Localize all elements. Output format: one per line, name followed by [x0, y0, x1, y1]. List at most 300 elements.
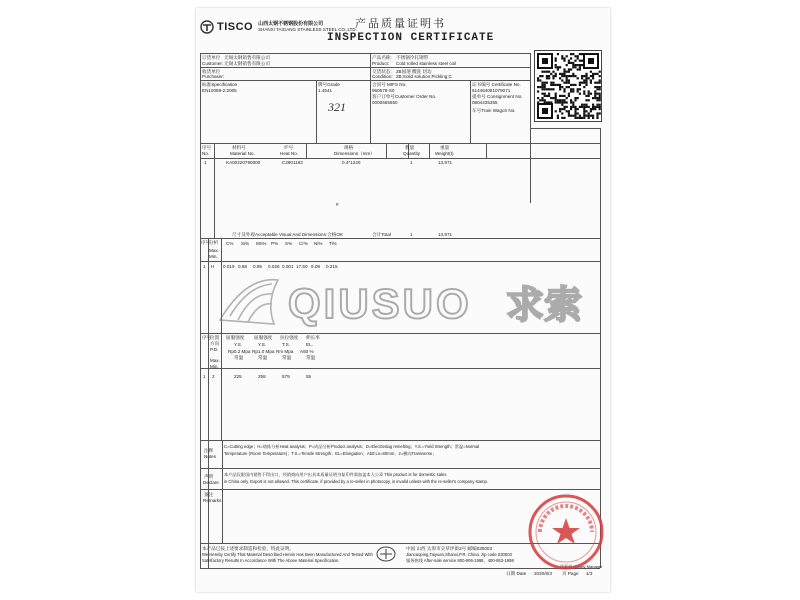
footer-cert-cn: 本产品已按上述要求制造和检验，特此证明。 — [202, 546, 294, 551]
qr-module — [566, 82, 568, 84]
qr-module — [594, 97, 596, 99]
qr-module — [594, 93, 596, 95]
qr-module — [568, 62, 570, 64]
qr-module — [561, 55, 563, 57]
qr-module — [599, 112, 601, 114]
chem-element-header: Mn% — [256, 241, 267, 246]
chem-no-label: 序号 — [201, 240, 211, 245]
qr-module — [568, 68, 570, 70]
qr-module — [583, 90, 585, 92]
footer-page-label: 页 Page — [562, 571, 579, 576]
footer-qm: 质量部 Quality Manager — [560, 564, 603, 569]
qr-module — [579, 106, 581, 108]
qr-module — [572, 88, 574, 90]
qr-module — [537, 77, 539, 79]
qr-module — [588, 117, 590, 119]
item-h-no-en: No. — [202, 151, 210, 156]
qr-module — [588, 77, 590, 79]
order-label: 客户订单号Customer Order No. — [372, 94, 437, 99]
mech-value: 579 — [282, 374, 290, 379]
qr-module — [570, 88, 572, 90]
qr-module — [592, 117, 594, 119]
qr-module — [579, 84, 581, 86]
item-h-heat-en: Heat No. — [280, 151, 299, 156]
qr-module — [568, 110, 570, 112]
mech-max: Max. — [210, 358, 220, 363]
notes-line2: Temperature (Room Temperature)；T.S.=Tensile Strength；EL=Elongation；A50:Lo=80mm；2=横向Transverse； — [224, 451, 437, 456]
item-row-qty: 1 — [410, 160, 413, 165]
qr-module — [568, 112, 570, 114]
qr-module — [548, 77, 550, 79]
qr-module — [574, 108, 576, 110]
qr-module — [570, 108, 572, 110]
qr-module — [583, 115, 585, 117]
qr-module — [579, 82, 581, 84]
logo-company-en: SHANXI TAIGANG STAINLESS STEEL CO.,LTD. — [258, 27, 357, 32]
qr-module — [568, 79, 570, 81]
qr-module — [570, 62, 572, 64]
qr-module — [596, 112, 598, 114]
qr-module — [599, 106, 601, 108]
purchaser-label: Purchaser: — [202, 74, 225, 79]
notes-label-cn: 注释 — [204, 448, 214, 453]
qr-module — [585, 77, 587, 79]
qr-module — [572, 66, 574, 68]
qr-module — [539, 75, 541, 77]
notes-label-en: Notes — [204, 454, 217, 459]
qr-module — [585, 75, 587, 77]
qr-module — [561, 108, 563, 110]
condition-label: 交货状态: — [372, 69, 392, 74]
qr-module — [599, 95, 601, 97]
qr-module — [592, 75, 594, 77]
qr-module — [541, 82, 543, 84]
qr-module — [559, 77, 561, 79]
qr-module — [572, 84, 574, 86]
qr-module — [581, 75, 583, 77]
qr-module — [585, 110, 587, 112]
item-row-material: KA00220790000 — [226, 160, 261, 165]
total-label: 合计Total — [372, 232, 391, 237]
chem-element-header: S% — [285, 241, 293, 246]
item-row-no: 1 — [204, 160, 207, 165]
total-weight: 13.971 — [438, 232, 453, 237]
qr-module — [572, 53, 574, 55]
item-h-weight: 重量 — [440, 145, 450, 150]
qr-module — [588, 90, 590, 92]
qr-module — [583, 104, 585, 106]
qr-module — [568, 60, 570, 62]
item-h-dim: 规格 — [344, 145, 354, 150]
qr-module — [555, 64, 557, 66]
qr-module — [579, 115, 581, 117]
qr-module — [585, 79, 587, 81]
chem-value: 0.68 — [238, 264, 247, 269]
qr-module — [570, 68, 572, 70]
qr-module — [577, 64, 579, 66]
qr-module — [557, 99, 559, 101]
certification-mark-icon — [376, 546, 396, 562]
qr-module — [544, 95, 546, 97]
logo-brand: TISCO — [217, 21, 254, 33]
qr-module — [572, 115, 574, 117]
qr-module — [596, 115, 598, 117]
footer-date-label: 日期 Date — [506, 571, 527, 576]
qr-module — [599, 86, 601, 88]
qr-module — [585, 95, 587, 97]
qr-module — [583, 86, 585, 88]
mech-value: 225 — [234, 374, 242, 379]
qr-module — [566, 64, 568, 66]
qr-module — [566, 106, 568, 108]
qr-module — [537, 79, 539, 81]
qr-module — [568, 75, 570, 77]
qr-module — [561, 101, 563, 103]
contract-label: 合同号 MIFS No. — [372, 82, 407, 87]
mech-h-pos: 位置 — [210, 335, 220, 340]
qr-module — [579, 68, 581, 70]
chem-value: 17.50 — [296, 264, 308, 269]
qr-module — [561, 79, 563, 81]
grade-handwritten: 321 — [328, 100, 346, 114]
chem-min: Min. — [209, 254, 218, 259]
mech-sub2: Rm Mpa — [276, 349, 294, 354]
mech-sub3: 常温 — [282, 355, 292, 360]
mech-sub3: 常温 — [258, 355, 268, 360]
declare-label-cn: 声明 — [204, 474, 214, 479]
qr-module — [563, 88, 565, 90]
qr-module — [557, 53, 559, 55]
qr-module — [574, 117, 576, 119]
mech-min: Min. — [210, 364, 219, 369]
qr-module — [559, 110, 561, 112]
item-h-weight-en: Weight(t) — [435, 151, 454, 156]
qr-module — [583, 79, 585, 81]
qr-module — [541, 93, 543, 95]
mech-h-pd: P.D. — [210, 347, 219, 352]
qr-module — [561, 112, 563, 114]
qr-module — [583, 112, 585, 114]
qr-module — [583, 106, 585, 108]
contract-value: 960578-S0 — [372, 88, 395, 93]
qr-module — [555, 84, 557, 86]
customer-label: Customer: — [202, 61, 224, 66]
company-seal-stamp — [526, 492, 606, 572]
qr-module — [570, 75, 572, 77]
qr-module — [550, 82, 552, 84]
qr-module — [559, 108, 561, 110]
chem-element-header: Si% — [241, 241, 250, 246]
qr-module — [572, 106, 574, 108]
qr-module — [541, 84, 543, 86]
qr-module — [544, 86, 546, 88]
qr-module — [579, 66, 581, 68]
grade-value: 1.4541 — [318, 88, 333, 93]
qr-module — [579, 88, 581, 90]
footer-cert-en2: Satisfactory Results In Accordance With The Above Material Specification. — [202, 558, 340, 563]
qr-module — [590, 71, 592, 73]
footer-cert-en1: We Hereby Certify That Material Described Herein Has Been Manufactured And Tested With — [202, 552, 373, 557]
qr-module — [588, 106, 590, 108]
qr-module — [579, 64, 581, 66]
qr-module — [594, 86, 596, 88]
mech-h-el: 伸长率 — [306, 335, 320, 340]
qr-module — [570, 99, 572, 101]
qr-module — [599, 71, 601, 73]
qr-module — [592, 104, 594, 106]
qr-module — [579, 117, 581, 119]
qr-module — [563, 57, 565, 59]
qr-module — [577, 97, 579, 99]
qr-module — [555, 110, 557, 112]
qr-module — [552, 88, 554, 90]
condition-en-value: 2B;Solid solution;Pickling;C — [396, 74, 452, 79]
watermark-shell-icon — [220, 280, 278, 324]
item-row-dim: 0.4*1240 — [342, 160, 361, 165]
qr-module — [574, 75, 576, 77]
mech-h-ys2: 屈服强度 — [254, 335, 273, 340]
qr-module — [568, 86, 570, 88]
chem-element-header: Ni% — [314, 241, 323, 246]
qr-module — [581, 53, 583, 55]
qr-module — [588, 99, 590, 101]
qr-module — [577, 88, 579, 90]
qr-module — [577, 117, 579, 119]
qr-module — [594, 82, 596, 84]
chem-label: 分析 — [209, 240, 219, 245]
qr-module — [568, 95, 570, 97]
qr-module — [574, 55, 576, 57]
item-h-heat: 炉号 — [284, 145, 294, 150]
qr-module — [572, 62, 574, 64]
qr-module — [596, 88, 598, 90]
qr-module — [583, 110, 585, 112]
qr-module — [596, 117, 598, 119]
qr-module — [596, 104, 598, 106]
qr-module — [557, 68, 559, 70]
item-h-material-en: Material No. — [230, 151, 255, 156]
qr-module — [599, 97, 601, 99]
qr-module — [546, 77, 548, 79]
qr-code — [534, 50, 602, 122]
qr-module — [548, 93, 550, 95]
qr-module — [563, 71, 565, 73]
qr-module — [557, 84, 559, 86]
mech-sub1: Y.S. — [234, 342, 243, 347]
qr-module — [574, 106, 576, 108]
remarks-label-cn: 备注 — [204, 492, 214, 497]
qr-module — [563, 68, 565, 70]
qr-module — [546, 95, 548, 97]
qr-module — [555, 57, 557, 59]
qr-module — [541, 88, 543, 90]
footer-page-value: 1/3 — [586, 571, 593, 576]
item-row-weight: 13.971 — [438, 160, 453, 165]
qr-module — [570, 90, 572, 92]
wagon-label: 车号Train Wagon No. — [472, 108, 516, 113]
qr-module — [563, 95, 565, 97]
qr-module — [596, 93, 598, 95]
logo-company-cn: 山西太钢不锈钢股份有限公司 — [258, 21, 324, 27]
item-mark: # — [336, 202, 339, 207]
qr-module — [581, 77, 583, 79]
qr-module — [541, 97, 543, 99]
qr-module — [548, 95, 550, 97]
item-h-material: 材料号 — [232, 145, 246, 150]
mech-h-dir: 方向 — [210, 341, 220, 346]
footer-date-value: 2020/6/3 — [534, 571, 552, 576]
qr-module — [546, 71, 548, 73]
qr-module — [552, 77, 554, 79]
qr-module — [552, 71, 554, 73]
qr-module — [599, 93, 601, 95]
chem-element-header: P% — [271, 241, 279, 246]
qr-module — [581, 106, 583, 108]
qr-module — [568, 93, 570, 95]
qr-module — [577, 77, 579, 79]
chem-value: 9.09 — [311, 264, 320, 269]
mech-sub1: T.S. — [282, 342, 290, 347]
mech-sub2: Rp0.2 Mpa — [228, 349, 251, 354]
qr-module — [555, 93, 557, 95]
receiver-label: 收货单位 — [202, 69, 221, 74]
qr-module — [596, 99, 598, 101]
qr-module — [559, 73, 561, 75]
qr-module — [555, 95, 557, 97]
qr-module — [585, 104, 587, 106]
qr-module — [555, 66, 557, 68]
qr-module — [581, 60, 583, 62]
qr-module — [596, 82, 598, 84]
chem-value: 0.215 — [326, 264, 338, 269]
qr-module — [572, 104, 574, 106]
qr-module — [583, 117, 585, 119]
footer-addr2: Jiancaoping,Taiyuan,Shanxi,P.R. China. zip code 030003 — [406, 552, 512, 557]
qr-module — [599, 104, 601, 106]
title-en: INSPECTION CERTIFICATE — [327, 32, 495, 44]
qr-module — [544, 99, 546, 101]
qr-module — [546, 75, 548, 77]
orderer-value: 无锡太钢销售有限公司 — [224, 55, 270, 60]
mech-sub2: A50 % — [300, 349, 314, 354]
qr-module — [594, 106, 596, 108]
mech-h-ys: 屈服强度 — [226, 335, 245, 340]
qr-module — [559, 86, 561, 88]
qr-module — [590, 110, 592, 112]
qr-module — [552, 75, 554, 77]
qr-module — [566, 55, 568, 57]
qr-module — [581, 104, 583, 106]
qr-module — [550, 88, 552, 90]
qr-module — [574, 60, 576, 62]
qr-module — [577, 112, 579, 114]
spec-label: 标准Specification — [202, 82, 238, 87]
qr-module — [561, 117, 563, 119]
qr-module — [539, 79, 541, 81]
chem-element-header: Cr% — [299, 241, 308, 246]
qr-module — [568, 82, 570, 84]
qr-module — [590, 79, 592, 81]
qr-module — [552, 84, 554, 86]
tisco-logo-icon — [200, 20, 214, 34]
qr-module — [574, 84, 576, 86]
qr-module — [574, 64, 576, 66]
qr-module — [561, 104, 563, 106]
qr-module — [563, 73, 565, 75]
qr-module — [572, 73, 574, 75]
qr-module — [557, 115, 559, 117]
qr-module — [555, 73, 557, 75]
qiusuo-watermark — [216, 272, 592, 332]
qr-module — [561, 99, 563, 101]
qr-module — [550, 73, 552, 75]
chem-row-no: 1 — [203, 264, 206, 269]
chem-value: 0.028 — [268, 264, 280, 269]
qr-module — [577, 68, 579, 70]
qr-module — [588, 115, 590, 117]
qr-module — [539, 86, 541, 88]
qr-module — [559, 84, 561, 86]
qr-module — [599, 108, 601, 110]
chem-element-header: C% — [226, 241, 234, 246]
product-en-value: Cold rolled stainless steel coil — [396, 61, 457, 66]
product-label: 产品名称: — [372, 55, 392, 60]
qr-module — [583, 82, 585, 84]
mech-h-no: 序号 — [202, 335, 212, 340]
qr-module — [566, 71, 568, 73]
qr-module — [592, 108, 594, 110]
total-qty: 1 — [410, 232, 413, 237]
qr-module — [544, 82, 546, 84]
mech-value: 55 — [306, 374, 312, 379]
watermark-cn: 求索 — [506, 283, 583, 327]
footer-addr3: 服务热线 After-sale service 800-906-1998，400-653-1998 — [406, 558, 514, 563]
qr-module — [559, 95, 561, 97]
qr-module — [559, 101, 561, 103]
qr-module — [563, 108, 565, 110]
qr-module — [574, 110, 576, 112]
qr-module — [541, 71, 543, 73]
qr-module — [596, 97, 598, 99]
spec-value: EN10088-2:2005 — [202, 88, 237, 93]
qr-module — [592, 106, 594, 108]
qr-module — [555, 99, 557, 101]
qr-module — [579, 60, 581, 62]
declare-line2: in China only. Export is not allowed. This certificate, if provided by a re-seller in photocopy, is invalid unless with the re-seller's company stamp. — [224, 479, 489, 484]
qr-module — [537, 86, 539, 88]
qr-module — [566, 101, 568, 103]
qr-module — [596, 106, 598, 108]
qr-module — [552, 97, 554, 99]
qr-module — [585, 73, 587, 75]
declare-label-en: Declare — [203, 480, 219, 485]
cert-value: 614464081079071 — [472, 88, 511, 93]
mech-sub1: EL. — [306, 342, 313, 347]
qr-module — [588, 95, 590, 97]
qr-module — [561, 73, 563, 75]
certificate-sheet — [196, 8, 610, 592]
qr-module — [599, 75, 601, 77]
item-h-qty: 数量 — [405, 145, 415, 150]
qr-module — [574, 66, 576, 68]
qr-module — [583, 93, 585, 95]
qr-module — [577, 90, 579, 92]
qr-module — [585, 115, 587, 117]
chem-row-type: H — [211, 264, 215, 269]
qr-module — [572, 90, 574, 92]
qr-module — [566, 97, 568, 99]
mech-value: 258 — [258, 374, 266, 379]
